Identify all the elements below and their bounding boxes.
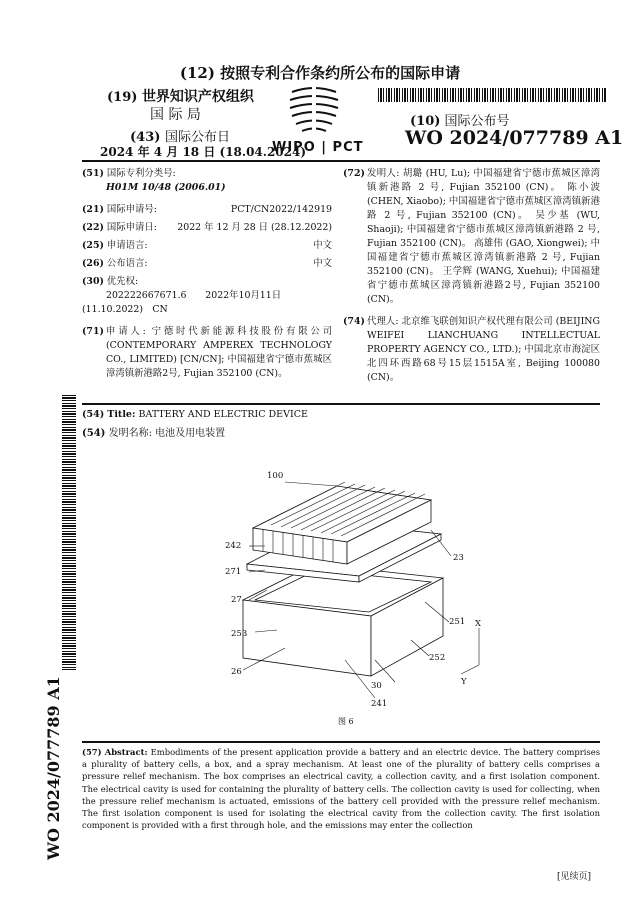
org-name: 世界知识产权组织 — [141, 89, 254, 105]
pub-date-value: 2024 年 4 月 18 日 (18.04.2024) — [100, 145, 307, 159]
barcode — [378, 88, 606, 102]
label-100: 100 — [267, 471, 284, 481]
label-242: 242 — [225, 541, 242, 551]
field-pub-language: (26) 公布语言: 中文 — [82, 258, 332, 269]
label-271: 271 — [225, 567, 242, 577]
label-27: 27 — [231, 595, 242, 605]
label-x: X — [475, 619, 482, 629]
org-code: (19) — [107, 90, 138, 105]
abstract-rule — [82, 741, 600, 743]
field-filing-language: (25) 申请语言: 中文 — [82, 240, 332, 251]
bibliographic-right — [343, 167, 600, 385]
field-priority: (30) 优先权: 202222667671.6 2022年10月11日 (11.10.2022) CN — [82, 276, 282, 315]
side-pub-no: WO 2024/077789 A1 — [44, 676, 63, 860]
field-application-no: (21) 国际申请号: PCT/CN2022/142919 — [82, 204, 332, 215]
label-23: 23 — [453, 553, 464, 563]
continued-note: [见续页] — [557, 872, 592, 882]
field-applicant: (71) 申请人: 宁德时代新能源科技股份有限公司 (CONTEMPORARY AMPEREX TECHNOLOGY CO., LIMITED) [CN/CN]; 中国福建省宁德市蕉城区漳湾镇新港路2号, Fujian 352100 (CN)。 — [82, 326, 332, 379]
wipo-logo-text: WIPO | PCT — [272, 140, 364, 155]
field-classification: (51) 国际专利分类号: H01M 10/48 (2006.01) — [82, 168, 226, 193]
field-agent: (74) 代理人: 北京维飞联创知识产权代理有限公司 (BEIJING WEIFEI LIANCHUANG INTELLECTUAL PROPERTY AGENCY CO., LTD.); 中国北京市海淀区北四环西路68号15层1515A室, Beijing 100080 (CN)。 — [343, 316, 600, 383]
label-252: 252 — [429, 653, 446, 663]
title-zh: (54) 发明名称: 电池及用电装置 — [82, 428, 226, 439]
wipo-logo — [282, 84, 346, 138]
figure-caption: 图 6 — [338, 717, 354, 726]
org-line — [107, 86, 254, 106]
battery-figure — [225, 460, 505, 720]
label-241: 241 — [371, 699, 388, 709]
title-en: (54) Title: BATTERY AND ELECTRIC DEVICE — [82, 409, 308, 420]
field-inventors: (72) 发明人: 胡璐 (HU, Lu); 中国福建省宁德市蕉城区漳湾镇新港路 2 号, Fujian 352100 (CN)。 陈小波 (CHEN, Xiaobo); 中国福建省宁德市蕉城区漳湾镇新港路 2 号, Fujian 352100 (CN)。 吴少基 (WU, Shaoji); 中国福建省宁德市蕉城区漳湾镇新港路 2 号, Fujian 352100 (CN)。 高雄伟 (GAO, Xiongwei); 中国福建省宁德市蕉城区漳湾镇新港路 2 号, Fujian 352100 (CN)。 王学辉 (WANG, Xuehui); 中国福建省宁德市蕉城区漳湾镇新港路2号, Fujian 352100 (CN)。 — [343, 168, 600, 305]
pub-no-label: 国际公布号 — [444, 114, 510, 129]
pub-date-code: (43) — [130, 130, 161, 145]
pub-no-code: (10) — [410, 114, 441, 129]
field-filing-date: (22) 国际申请日: 2022 年 12 月 28 日 (28.12.2022) — [82, 222, 332, 233]
header-rule — [82, 160, 600, 162]
org-bureau: 国 际 局 — [150, 107, 201, 123]
side-barcode — [62, 395, 76, 670]
title-rule — [82, 403, 600, 405]
label-30: 30 — [371, 681, 382, 691]
document-title: (12) 按照专利合作条约所公布的国际申请 — [179, 64, 461, 82]
label-y: Y — [461, 677, 467, 687]
pub-no-value: WO 2024/077789 A1 — [405, 127, 624, 149]
bibliographic-left — [82, 167, 332, 381]
pub-date-label: 国际公布日 — [164, 130, 230, 145]
label-251: 251 — [449, 617, 466, 627]
abstract: (57) Abstract: Embodiments of the present application provide a battery and an electric device. The battery comprises a plurality of battery cells, a box, and a spray mechanism. At least one of the plurality of battery cells comprises a pressure relief mechanism. The box comprises an electrical cavity, a collection cavity, and a first isolation component. The electrical cavity is used for containing the plurality of battery cells. The collection cavity is used for collecting, when the pressure relief mechanism is actuated, emissions of the battery cell provided with the pressure relief mechanism. The first isolation component is used for isolating the electrical cavity from the collection cavity. The first isolation component is provided with a first through hole, and the emissions may enter the collection — [82, 747, 600, 831]
label-26: 26 — [231, 667, 242, 677]
label-253: 253 — [231, 629, 248, 639]
